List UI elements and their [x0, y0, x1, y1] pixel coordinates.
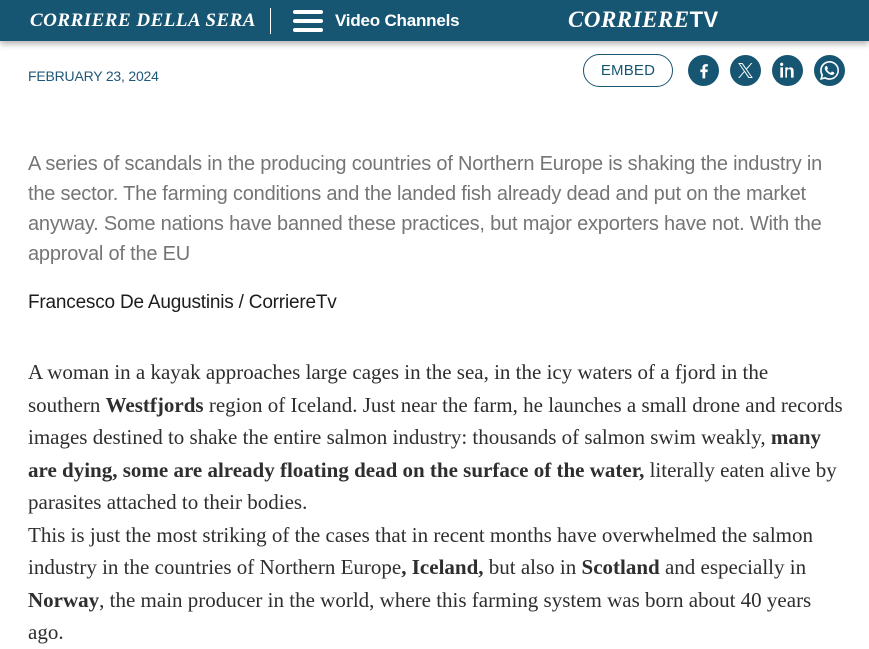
article-date: FEBRUARY 23, 2024 [28, 68, 159, 84]
hamburger-icon[interactable] [293, 10, 323, 32]
article-toolbar [0, 53, 869, 87]
linkedin-icon[interactable] [772, 55, 803, 86]
corriere-tv-logo-sans: TV [689, 7, 719, 32]
corriere-tv-logo-serif: CORRIERE [568, 7, 690, 32]
body-paragraph: This is just the most striking of the cases that in recent months have overwhelmed the salmon industry in the countries of Northern Europe, Iceland, but also in Scotland and especially in Norway, the main producer in the world, where this farming system was born about 40 years ago. [28, 522, 814, 644]
embed-button[interactable]: EMBED [583, 54, 673, 87]
video-channels-menu[interactable]: Video Channels [334, 10, 460, 30]
social-share-buttons [688, 55, 845, 86]
top-navigation-bar [0, 0, 869, 41]
article-content [0, 149, 869, 649]
body-paragraph: A woman in a kayak approaches large cages in the sea, in the icy waters of a fjord in the southern Westfjords region of Iceland. Just near the farm, he launches a small drone and records images destined to shake the entire salmon industry: thousands of salmon swim weakly, many are dying, some are already floating dead on the surface of the water, literally eaten alive by parasites attached to their bodies. [28, 360, 843, 514]
topbar-divider [270, 8, 271, 34]
corriere-della-sera-logo[interactable]: CORRIERE DELLA SERA [30, 9, 256, 31]
x-icon[interactable] [730, 55, 761, 86]
whatsapp-icon[interactable] [814, 55, 845, 86]
article-standfirst: A series of scandals in the producing countries of Northern Europe is shaking the industry in the sector. The farming conditions and the landed fish already dead and put on the market anyway. Some nations have banned these practices, but major exporters have not. With the approval of the EU [28, 153, 823, 265]
article-body [28, 356, 845, 649]
corriere-tv-logo[interactable] [568, 7, 719, 33]
facebook-icon[interactable] [688, 55, 719, 86]
article-byline: Francesco De Augustinis / CorriereTv [28, 292, 337, 313]
